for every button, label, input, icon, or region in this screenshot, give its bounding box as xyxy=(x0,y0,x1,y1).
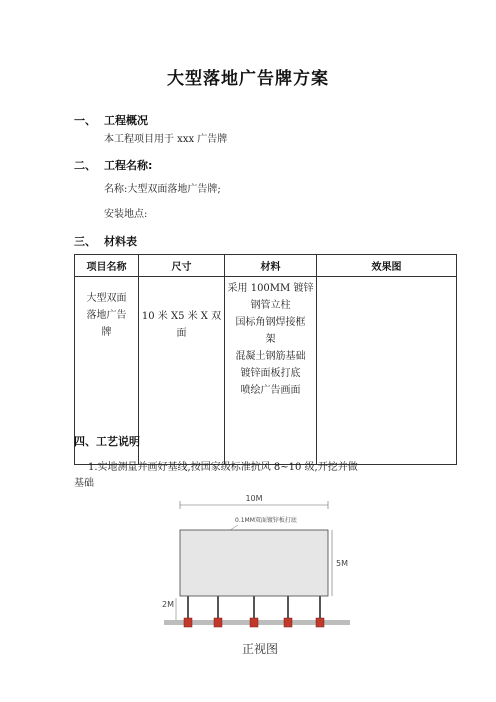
section-heading-process xyxy=(74,433,140,449)
table-header-cell: 效果图 xyxy=(317,255,457,277)
cell-line: 落地广告 xyxy=(86,310,127,321)
section-title: 工程概况 xyxy=(104,114,148,127)
foundation-block xyxy=(316,618,324,627)
billboard-front-view-drawing xyxy=(160,490,360,630)
cell-line: 国标角钢焊接框 xyxy=(235,317,306,328)
step-line: 1.实地测量并画好基线,按国家级标准抗风 8~10 级,开挖并做 xyxy=(88,462,358,473)
cell-line: 喷绘广告画面 xyxy=(240,385,301,396)
material-cell xyxy=(225,277,317,465)
section-heading-materials xyxy=(74,233,137,249)
panel-annotation-label: 0.1MM双面镀锌板打底 xyxy=(235,517,297,524)
location-text: 安装地点: xyxy=(104,209,148,220)
post-height-label: 2M xyxy=(162,600,174,609)
table-header-cell: 项目名称 xyxy=(75,255,139,277)
size-cell xyxy=(139,277,225,465)
foundation-block xyxy=(214,618,222,627)
cell-line: 采用 100MM 镀锌 xyxy=(227,283,314,294)
cell-line: 10 米 X5 米 X 双面 xyxy=(141,311,222,339)
process-step-1 xyxy=(74,460,456,492)
cell-line: 架 xyxy=(265,334,276,345)
table-header-cell: 尺寸 xyxy=(139,255,225,277)
overview-text: 本工程项目用于 xxx 广告牌 xyxy=(104,134,228,145)
billboard-panel xyxy=(180,530,328,596)
table-header-cell: 材料 xyxy=(225,255,317,277)
cell-line: 大型双面 xyxy=(86,293,127,304)
height-label: 5M xyxy=(336,559,348,568)
section-title: 材料表 xyxy=(104,235,137,248)
section-number: 一、 xyxy=(74,114,96,127)
support-posts xyxy=(188,596,320,620)
name-text: 名称:大型双面落地广告牌; xyxy=(104,184,221,195)
cell-line: 牌 xyxy=(101,327,112,338)
cell-line: 钢管立柱 xyxy=(250,300,291,311)
section-number: 二、 xyxy=(74,159,96,172)
step-line: 基础 xyxy=(74,478,94,489)
table-header-row xyxy=(75,255,457,277)
cell-line: 镀锌面板打底 xyxy=(240,368,301,379)
cell-line: 混凝土钢筋基础 xyxy=(235,351,306,362)
drawing-caption: 正视图 xyxy=(241,642,278,656)
section-heading-name xyxy=(74,157,152,173)
foundation-block xyxy=(250,618,258,627)
width-label: 10M xyxy=(245,494,263,503)
section-number: 三、 xyxy=(74,235,96,248)
section-heading-overview xyxy=(74,112,148,128)
section-title: 四、工艺说明 xyxy=(74,435,140,448)
foundation-block xyxy=(184,618,192,627)
foundation-block xyxy=(284,618,292,627)
section-title: 工程名称: xyxy=(104,159,153,172)
page-title: 大型落地广告牌方案 xyxy=(167,69,329,89)
effect-image-cell xyxy=(317,277,457,465)
